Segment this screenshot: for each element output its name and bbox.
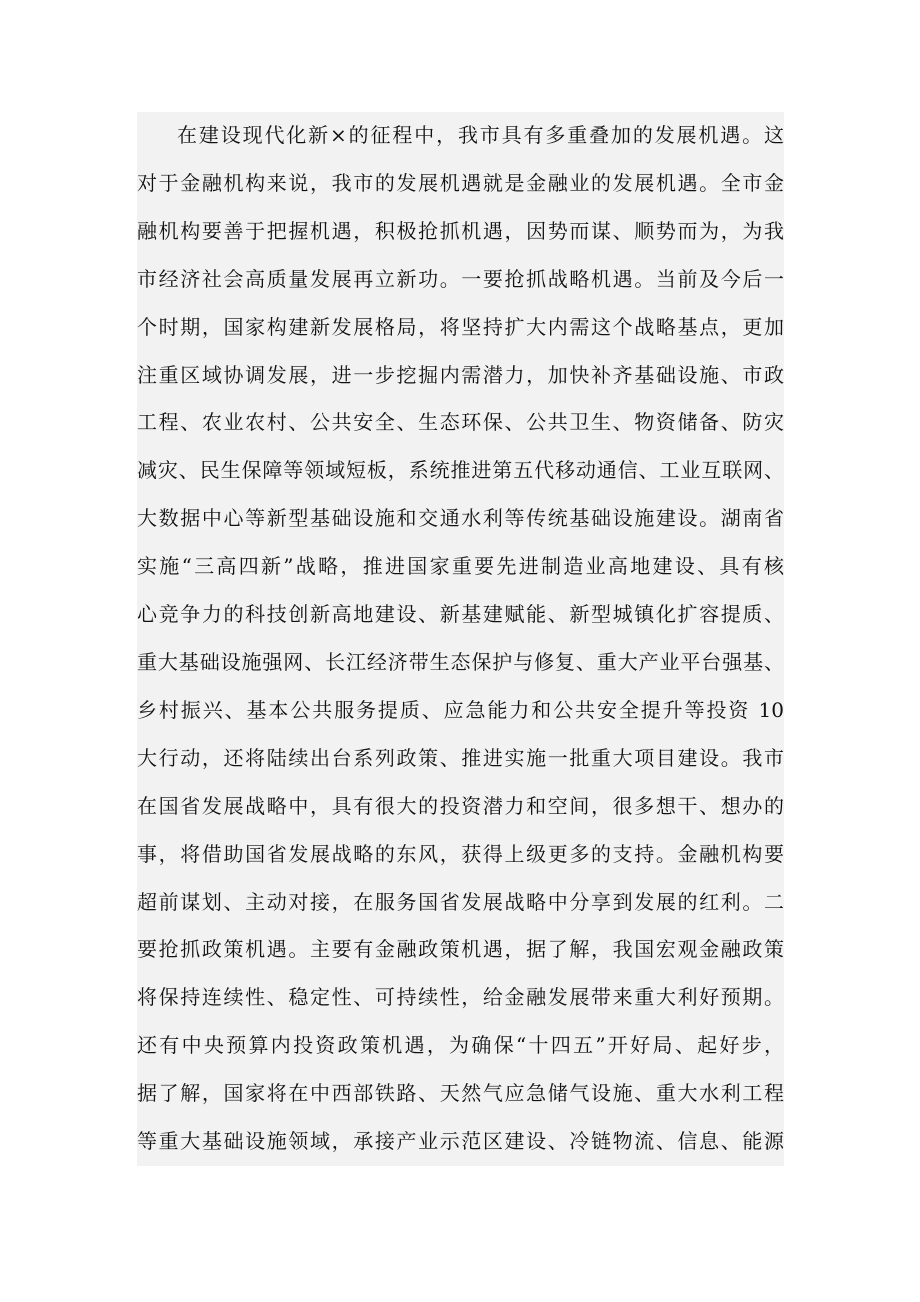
text-line: 大行动，还将陆续出台系列政策、推进实施一批重大项目建设。我市 (137, 745, 784, 770)
text-line: 对于金融机构来说，我市的发展机遇就是金融业的发展机遇。全市金 (137, 170, 784, 195)
text-line: 心竞争力的科技创新高地建设、新基建赋能、新型城镇化扩容提质、 (137, 602, 784, 627)
text-line: 超前谋划、主动对接，在服务国省发展战略中分享到发展的红利。二 (137, 889, 784, 914)
text-line: 乡村振兴、基本公共服务提质、应急能力和公共安全提升等投资 10 (137, 697, 784, 722)
text-line: 在建设现代化新×的征程中，我市具有多重叠加的发展机遇。这 (177, 123, 784, 147)
text-line: 融机构要善于把握机遇，积极抢抓机遇，因势而谋、顺势而为，为我 (137, 218, 784, 243)
text-line: 市经济社会高质量发展再立新功。一要抢抓战略机遇。当前及今后一 (137, 266, 784, 291)
text-line: 等重大基础设施领域，承接产业示范区建设、冷链物流、信息、能源 (137, 1129, 784, 1154)
text-line: 注重区域协调发展，进一步挖掘内需潜力，加快补齐基础设施、市政 (137, 362, 784, 387)
text-line: 减灾、民生保障等领域短板，系统推进第五代移动通信、工业互联网、 (137, 458, 784, 483)
text-line: 要抢抓政策机遇。主要有金融政策机遇，据了解，我国宏观金融政策 (137, 937, 784, 962)
text-line: 据了解，国家将在中西部铁路、天然气应急储气设施、重大水利工程 (137, 1081, 784, 1106)
text-line: 个时期，国家构建新发展格局，将坚持扩大内需这个战略基点，更加 (137, 314, 784, 339)
text-line: 大数据中心等新型基础设施和交通水利等传统基础设施建设。湖南省 (137, 506, 784, 531)
text-line: 还有中央预算内投资政策机遇，为确保“十四五”开好局、起好步， (137, 1033, 784, 1058)
text-line: 重大基础设施强网、长江经济带生态保护与修复、重大产业平台强基、 (137, 649, 784, 674)
text-line: 在国省发展战略中，具有很大的投资潜力和空间，很多想干、想办的 (137, 793, 784, 818)
text-line: 将保持连续性、稳定性、可持续性，给金融发展带来重大利好预期。 (137, 985, 784, 1010)
document-body (137, 112, 784, 1166)
text-line: 事，将借助国省发展战略的东风，获得上级更多的支持。金融机构要 (137, 841, 784, 866)
text-line: 实施“三高四新”战略，推进国家重要先进制造业高地建设、具有核 (137, 554, 784, 579)
text-line: 工程、农业农村、公共安全、生态环保、公共卫生、物资储备、防灾 (137, 410, 784, 435)
